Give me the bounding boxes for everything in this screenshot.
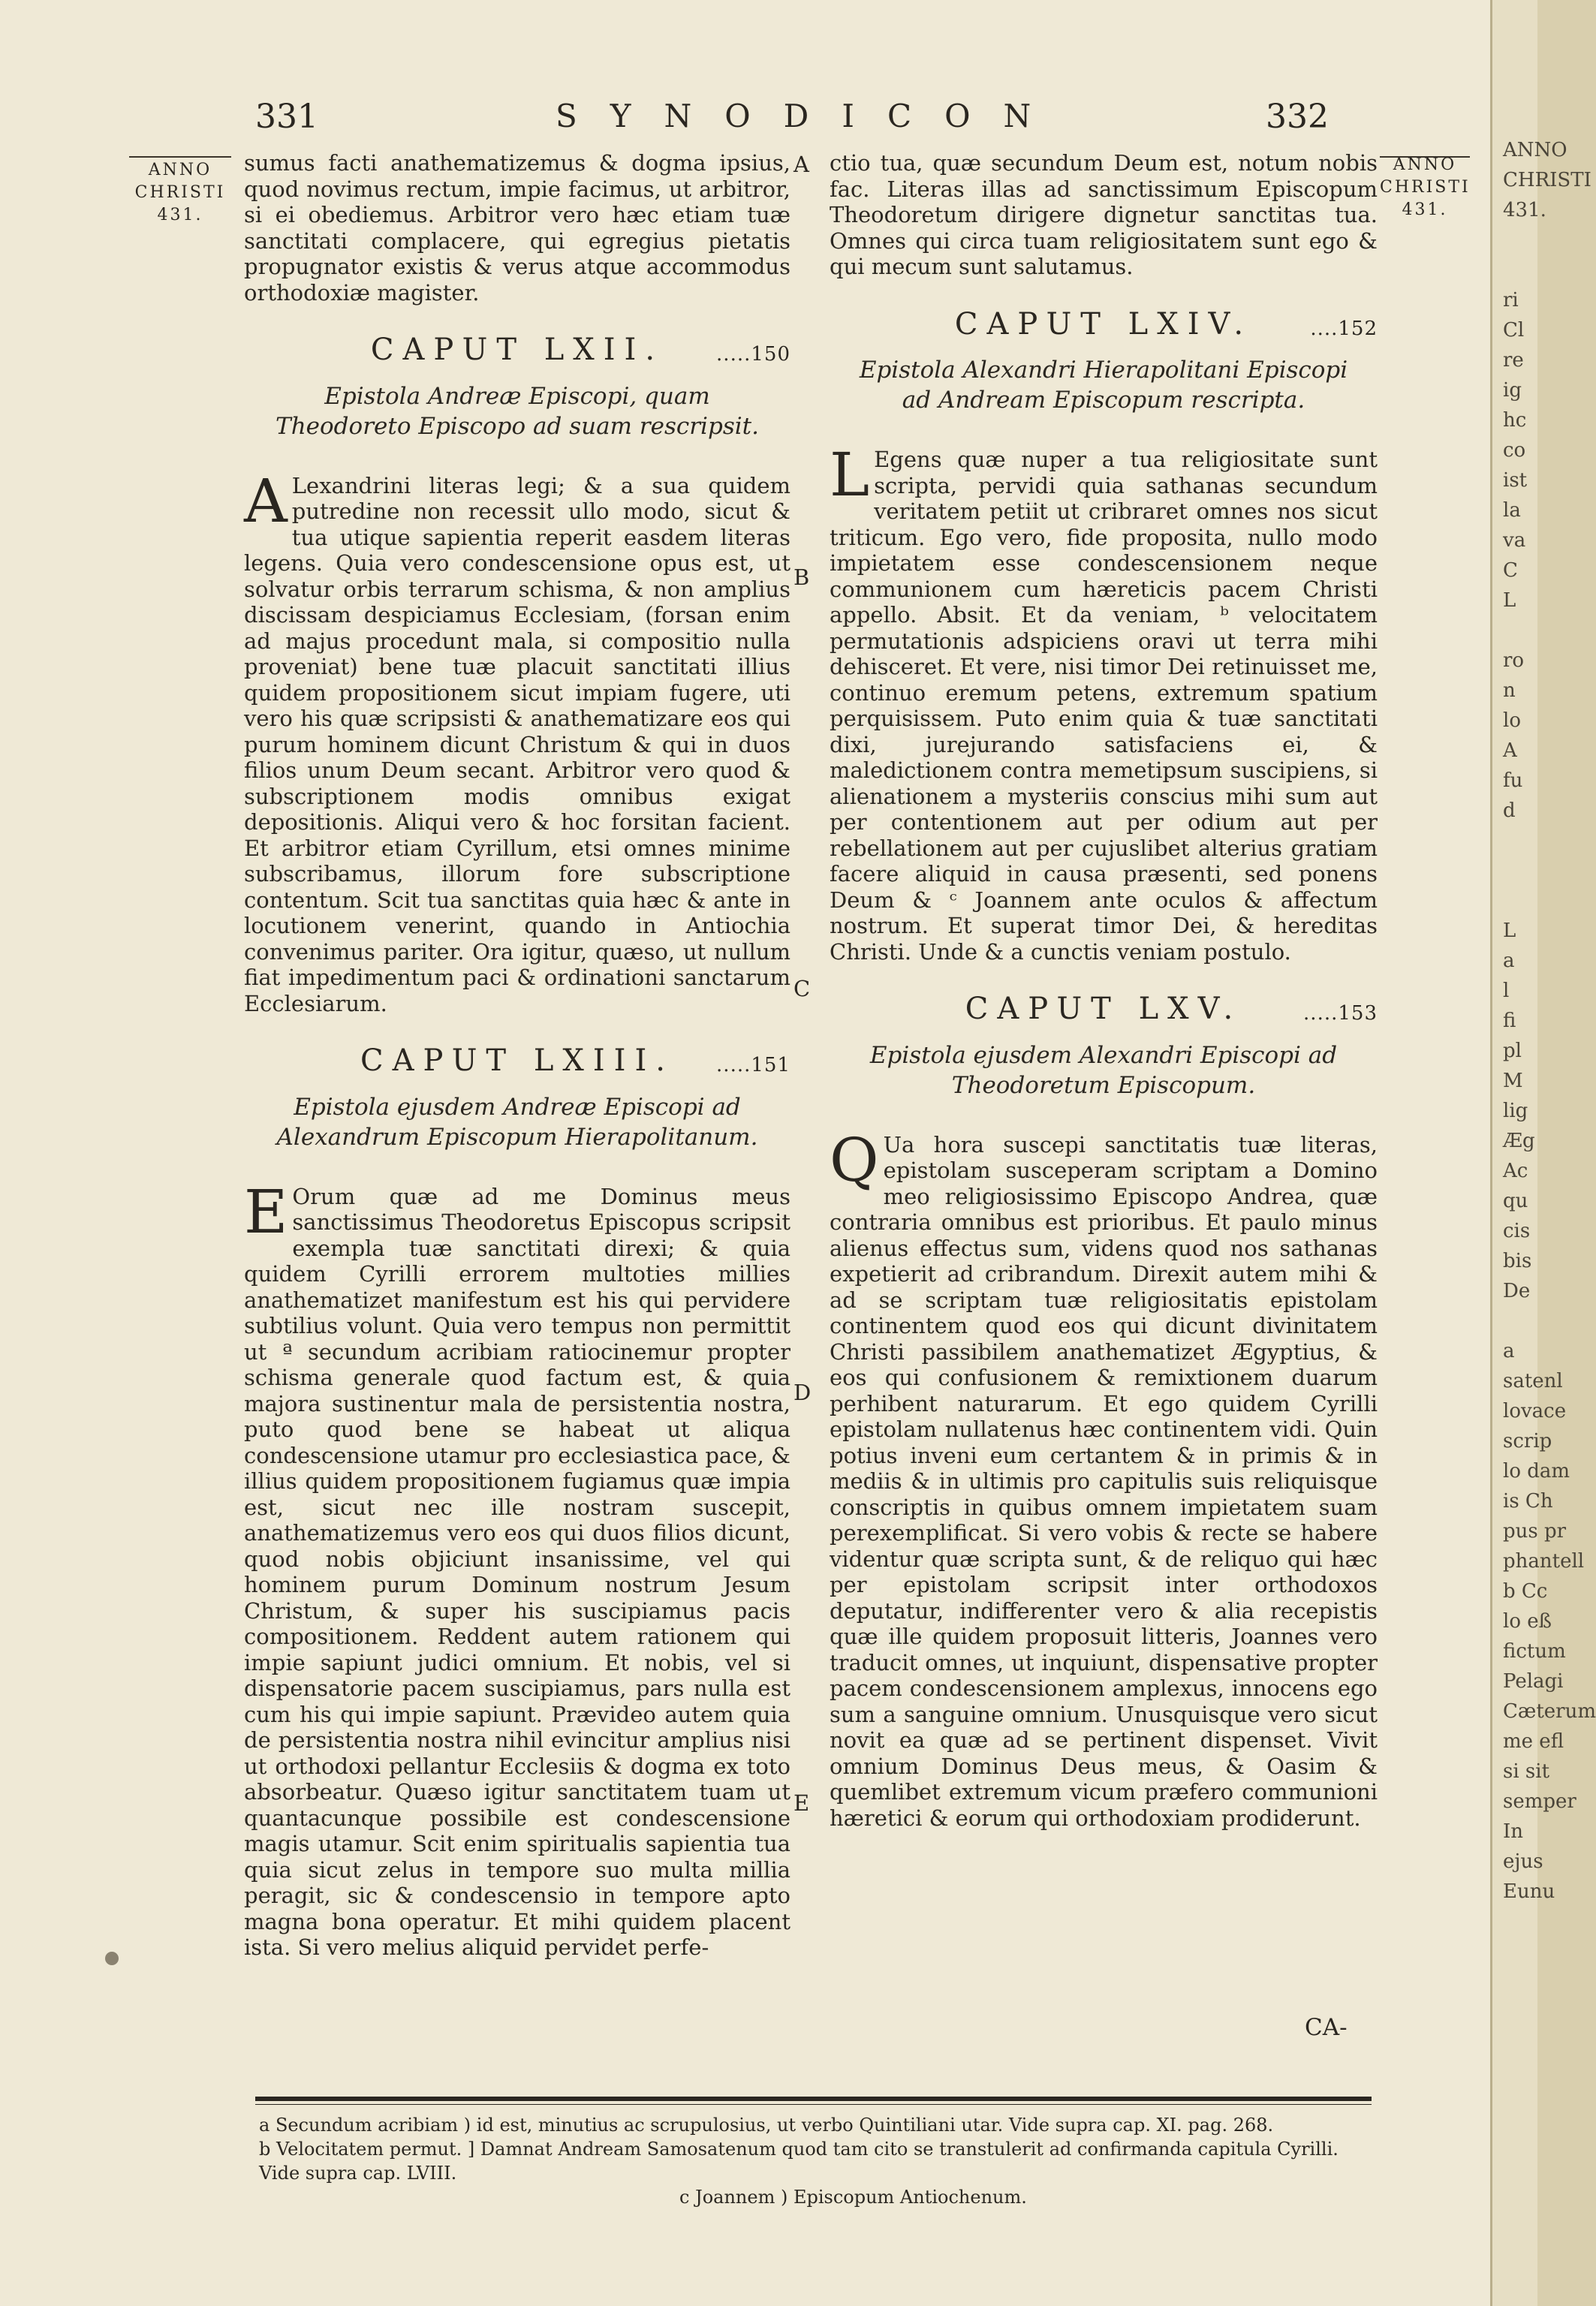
footnote-b: b Velocitatem permut. ] Damnat Andream Samosatenum quod tam cito se transtulerit ad confirmanda capitula Cyrilli. Vide supra cap. LVIII.: [259, 2139, 1339, 2184]
section-letter-d: D: [793, 1380, 812, 1405]
margin-anno: ANNO: [1393, 155, 1457, 174]
drop-cap: Q: [830, 1124, 879, 1195]
footnote-rule: [255, 2097, 1372, 2101]
margin-year: 431.: [157, 206, 203, 224]
facing-page-edge: [1490, 0, 1596, 2306]
chapter-heading: [830, 306, 1378, 342]
section-letter-c: C: [793, 976, 811, 1001]
chapter-subtitle: Epistola Andreæ Episcopi, quam Theodoreto Episcopo ad suam rescripsit.: [276, 382, 759, 440]
continued-text: ctio tua, quæ secundum Deum est, notum nobis fac. Literas illas ad sanctissimum Episcopum Theodoretum dirigere dignetur sanctitas tua. Omnes qui circa tuam religiositatem sunt ego & qui mecum sunt salutamus.: [830, 150, 1378, 279]
section-letter-b: B: [793, 564, 810, 590]
continued-text: sumus facti anathematizemus & dogma ipsius, quod novimus rectum, impie facimus, ut arbitror, si ei obediemus. Arbitror vero hæc etiam tuæ sanctitati complacere, qui egregius pietatis propugnator existis & verus atque accommodus orthodoxiæ magister.: [244, 150, 790, 306]
margin-christi: CHRISTI: [1380, 178, 1471, 197]
section-letter-e: E: [793, 1790, 810, 1816]
chapter-text: Ua hora suscepi sanctitatis tuæ literas, epistolam susceperam scriptam a Domino meo religiosissimo Episcopo Andrea, quæ contraria omnibus est prioribus. Et paulo minus alienus effectus sum, videns quod nos sathanas expetierit ad cribrandum. Direxit autem mihi & ad se scriptam tuæ religiositatis epistolam continentem quod eos qui dicunt divinitatem Christi passibilem anathematizet Ægyptius, & eos qui confusionem & remixtionem duarum perhibent naturarum. Et ego quidem Cyrilli epistolam nullatenus hæc continentem vidi. Quin potius inveni eum certantem & in primis & in mediis & in ultimis pro capitulis suis reliquisque conscriptis in quibus omnem impietatem suam perexemplificat. Si vero vobis & recte se habere videntur quæ scripta sunt, & de reliquo qui hæc per epistolam scripsit inter orthodoxos deputatur, indifferenter vero & alia recepistis quæ ille quidem proposuit litteris, Joannes vero traducit omnes, ut inquiunt, dispensative propter pacem condescensionem amplexus, innocens ego sum a sanguine omnium. Unusquisque vero sicut novit ea quæ ad se pertinent dispenset. Vivit omnium Dominus Deus meus, & Oasim & quemlibet extremum vicum præfero communioni hæretici & eorum qui orthodoxiam prodiderunt.: [830, 1131, 1378, 1831]
margin-rule-left: [129, 156, 231, 158]
chapter-body: [244, 465, 790, 1017]
chapter-heading: [830, 992, 1378, 1026]
chapter-heading: [244, 333, 790, 367]
chapter-reference: .....150: [716, 343, 790, 366]
footnote-rule-thin: [255, 2104, 1372, 2105]
chapter-subtitle: Epistola Alexandri Hierapolitani Episcopi ad Andream Episcopum rescripta.: [859, 357, 1348, 414]
running-title: SYNODICON: [556, 98, 1065, 134]
chapter-heading: [244, 1043, 790, 1078]
chapter-reference: ....152: [1310, 317, 1378, 340]
chapter-body: [830, 1124, 1378, 1832]
right-column: [830, 150, 1378, 1844]
running-head: [240, 98, 1329, 143]
margin-christi: CHRISTI: [134, 183, 226, 202]
chapter-title: CAPUT LXII.: [370, 333, 664, 367]
margin-year: 431.: [1402, 200, 1448, 219]
chapter-text: Lexandrini literas legi; & a sua quidem putredine non recessit ullo modo, sicut & tua utique sapientia reperit easdem literas legens. Quia vero condescensione opus est, ut solvatur orbis terrarum schisma, & non amplius discissam despiciamus Ecclesiam, (forsan enim ad majus procedunt mala, si compositio nulla proveniat) bene tuæ placuit sanctitati illius quidem propositionem sicut impiam fugere, uti vero his quæ scripsisti & anathematizare eos qui purum hominem dicunt Christum & qui in duos filios unum Deum secant. Arbitror vero quod & subscriptionem modis omnibus exigat depositionis. Aliqui vero & hoc forsitan facient. Et arbitror etiam Cyrillum, etsi omnes minime subscribamus, illorum fore subscriptione contentum. Scit tua sanctitas quia hæc & ante in locutionem venerint, quando in Antiochia convenimus pariter. Ora igitur, quæso, ut nullum fiat impedimentum paci & ordinationi sanctarum Ecclesiarum.: [244, 472, 790, 1016]
drop-cap: E: [244, 1176, 288, 1247]
footnote-c: c Joannem ) Episcopum Antiochenum.: [679, 2187, 1027, 2208]
chapter-body: [830, 440, 1378, 965]
drop-cap: L: [830, 440, 870, 510]
drop-cap: A: [244, 465, 288, 536]
margin-year-left: [129, 159, 231, 227]
chapter-reference: .....153: [1303, 1002, 1378, 1025]
chapter-text: Egens quæ nuper a tua religiositate sunt scripta, pervidi quia sathanas secundum veritatem petiit ut cribraret omnes nos sicut triticum. Ego vero, fide proposita, nullo modo impietatem esse condescensionem neque communionem cum hæreticis pacem Christi appello. Absit. Et da veniam, ᵇ velocitatem permutationis adspiciens oravi ut terra mihi dehisceret. Et vere, nisi timor Dei retinuisset me, continuo eremum petens, extremum spatium perquisissem. Puto enim quia & tuæ sanctitati dixi, jurejurando satisfaciens ei, & maledictionem contra memetipsum suscipiens, si alienationem a mysteriis conscius mihi sum aut per contentionem aut per odium aut per rebellationem aut per cujuslibet alterius gratiam facere aliquid in causa præsenti, sed ponens Deum & ᶜ Joannem ante oculos & affectum nostrum. Et superat timor Dei, & hereditas Christi. Unde & a cunctis veniam postulo.: [830, 447, 1378, 965]
chapter-body: [244, 1176, 790, 1961]
chapter-title: CAPUT LXIII.: [360, 1043, 674, 1078]
chapter-title: CAPUT LXV.: [965, 992, 1242, 1026]
page-number-left: 331: [255, 98, 318, 136]
catchword: CA-: [1305, 2014, 1348, 2041]
chapter-title: CAPUT LXIV.: [954, 306, 1253, 342]
paper-spot: [105, 1952, 119, 1965]
page-number-right: 332: [1266, 98, 1329, 136]
chapter-subtitle: Epistola ejusdem Andreæ Episcopi ad Alexandrum Episcopum Hierapolitanum.: [276, 1093, 758, 1151]
margin-anno: ANNO: [148, 161, 212, 179]
chapter-text: Orum quæ ad me Dominus meus sanctissimus Theodoretus Episcopus scripsit exempla tuæ sanctitati direxi; & quia quidem Cyrilli errorem multoties millies anathematizet manifestum est his qui pervidere subtilius volunt. Quia vero tempus non permittit ut ª secundum acribiam ratiocinemur propter schisma generale quod factum est, & quia majora sustinentur mala de persistentia nostra, puto quod bene se habeat ut aliqua condescensione utamur pro ecclesiastica pace, & illius quidem propositionem fugiamus quæ impia est, sicut nec ille nostram suscepit, anathematizemus vero eos qui duos filios dicunt, quod nobis objiciunt insanissime, vel qui hominem purum Dominum nostrum Jesum Christum, & super his suscipiamus pacis compositionem. Reddent autem rationem qui impie sapiunt judici omnium. Et nobis, vel si dispensatorie pacem suscipiamus, pars nulla est cum his qui impie sapiunt. Prævideo autem quia de persistentia nostra nihil evincitur amplius nisi ut orthodoxi pellantur Ecclesiis & dogma ex toto absorbeatur. Quæso igitur sanctitatem tuam ut quantacunque possibile est condescensione magis utamur. Scit enim spiritualis sapientia tua quia sicut zelus in tempore suo multa millia peragit, sic & condescensio in tempore apto magna bona operatur. Et mihi quidem placent ista. Si vero melius aliquid pervidet perfe-: [244, 1183, 790, 1960]
section-letter-a: A: [793, 152, 809, 177]
facing-page-text: ANNO CHRISTI 431. ri Cl re ig hc co ist la va C L ro n lo A fu d L a l fi pl M lig Æg Ac qu cis bis De a satenl lovace scrip lo dam is Ch pus pr phantell b Cc lo eß fictum Pelagi Cæterum me efl si sit semper In ejus Eunu: [1503, 139, 1596, 1903]
margin-year-right: [1380, 154, 1470, 221]
chapter-subtitle: Epistola ejusdem Alexandri Episcopi ad Theodoretum Episcopum.: [869, 1041, 1338, 1099]
footnotes: [259, 2113, 1370, 2209]
footnote-a: a Secundum acribiam ) id est, minutius ac scrupulosius, ut verbo Quintiliani utar. Vide supra cap. XI. pag. 268.: [259, 2115, 1274, 2136]
chapter-reference: .....151: [716, 1054, 790, 1076]
left-column: [244, 150, 790, 1974]
